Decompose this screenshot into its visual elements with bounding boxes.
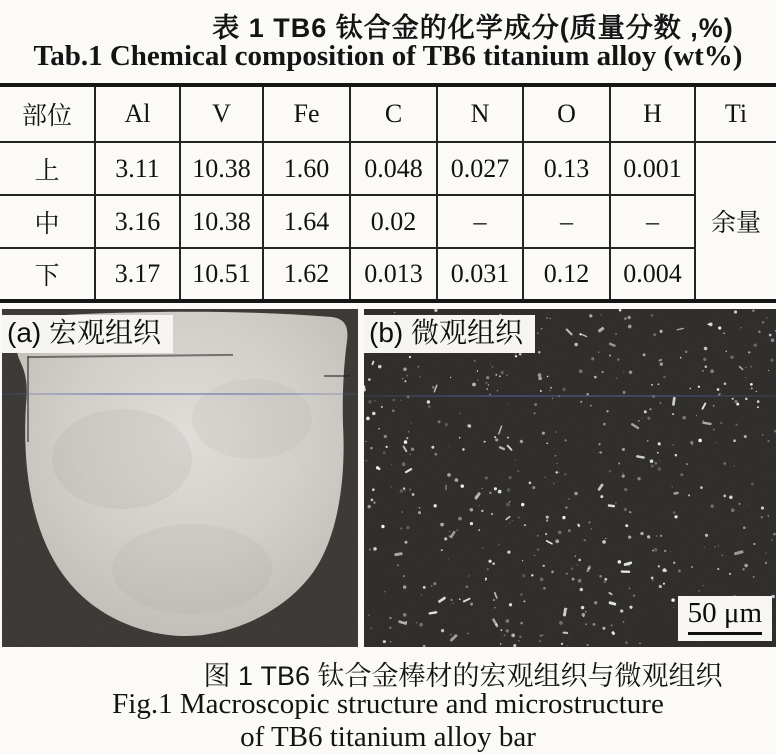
- figure-caption-chinese: 图 1 TB6 钛合金棒材的宏观组织与微观组织: [203, 661, 723, 691]
- cell-c: 0.048: [350, 142, 437, 195]
- cell-o: –: [523, 195, 610, 248]
- col-header-ti: Ti: [695, 85, 776, 142]
- scale-bar-line: [688, 632, 762, 635]
- col-header-o: O: [523, 85, 610, 142]
- cell-n: –: [437, 195, 523, 248]
- col-header-fe: Fe: [263, 85, 350, 142]
- table-row-top: [0, 142, 776, 195]
- col-header-h: H: [610, 85, 695, 142]
- cell-al: 3.11: [95, 142, 180, 195]
- col-header-v: V: [180, 85, 263, 142]
- cell-al: 3.17: [95, 248, 180, 301]
- cell-fe: 1.64: [263, 195, 350, 248]
- cell-h: 0.001: [610, 142, 695, 195]
- cell-n: 0.027: [437, 142, 523, 195]
- row-label: 上: [0, 142, 95, 195]
- cell-h: –: [610, 195, 695, 248]
- row-label: 下: [34, 262, 60, 290]
- figure-1: [0, 309, 776, 647]
- microstructure-image: [364, 309, 776, 647]
- cell-v: 10.38: [180, 195, 263, 248]
- scan-scratch: [324, 375, 350, 377]
- cell-c: 0.02: [350, 195, 437, 248]
- chemical-composition-table: [0, 83, 776, 303]
- cell-o: 0.12: [523, 248, 610, 301]
- figure-caption-english-line2: of TB6 titanium alloy bar: [240, 721, 536, 753]
- panel-b-label: (b) 微观组织: [364, 315, 535, 353]
- scale-bar: [678, 596, 772, 641]
- table-title-chinese: 表 1 TB6 钛合金的化学成分(质量分数 ,%): [212, 13, 734, 43]
- col-header-position: 部位: [0, 85, 95, 142]
- col-header-c: C: [350, 85, 437, 142]
- scale-bar-label: 50 μm: [687, 597, 762, 630]
- macrostructure-image: [2, 309, 358, 647]
- cell-v: 10.51: [180, 248, 263, 301]
- cell-fe: 1.60: [263, 142, 350, 195]
- panel-a-label: (a) 宏观组织: [2, 315, 173, 353]
- cell-v: 10.38: [180, 142, 263, 195]
- table-row-bottom: [0, 248, 776, 301]
- row-label: 中: [0, 195, 95, 248]
- table-row-middle: [0, 195, 776, 248]
- table-header-row: [0, 85, 776, 142]
- cell-c: 0.013: [350, 248, 437, 301]
- cell-n: 0.031: [437, 248, 523, 301]
- col-header-al: Al: [95, 85, 180, 142]
- col-header-n: N: [437, 85, 523, 142]
- cell-h: 0.004: [610, 248, 695, 301]
- table-title-english: Tab.1 Chemical composition of TB6 titanium alloy (wt%): [33, 40, 743, 72]
- cell-al: 3.16: [95, 195, 180, 248]
- cell-o: 0.13: [523, 142, 610, 195]
- scan-scratch: [27, 356, 29, 442]
- cell-ti-balance: 余量: [695, 142, 776, 301]
- macrostructure-graphic: [2, 309, 358, 647]
- figure-caption-english-line1: Fig.1 Macroscopic structure and microstructure: [112, 688, 664, 720]
- cell-fe: 1.62: [263, 248, 350, 301]
